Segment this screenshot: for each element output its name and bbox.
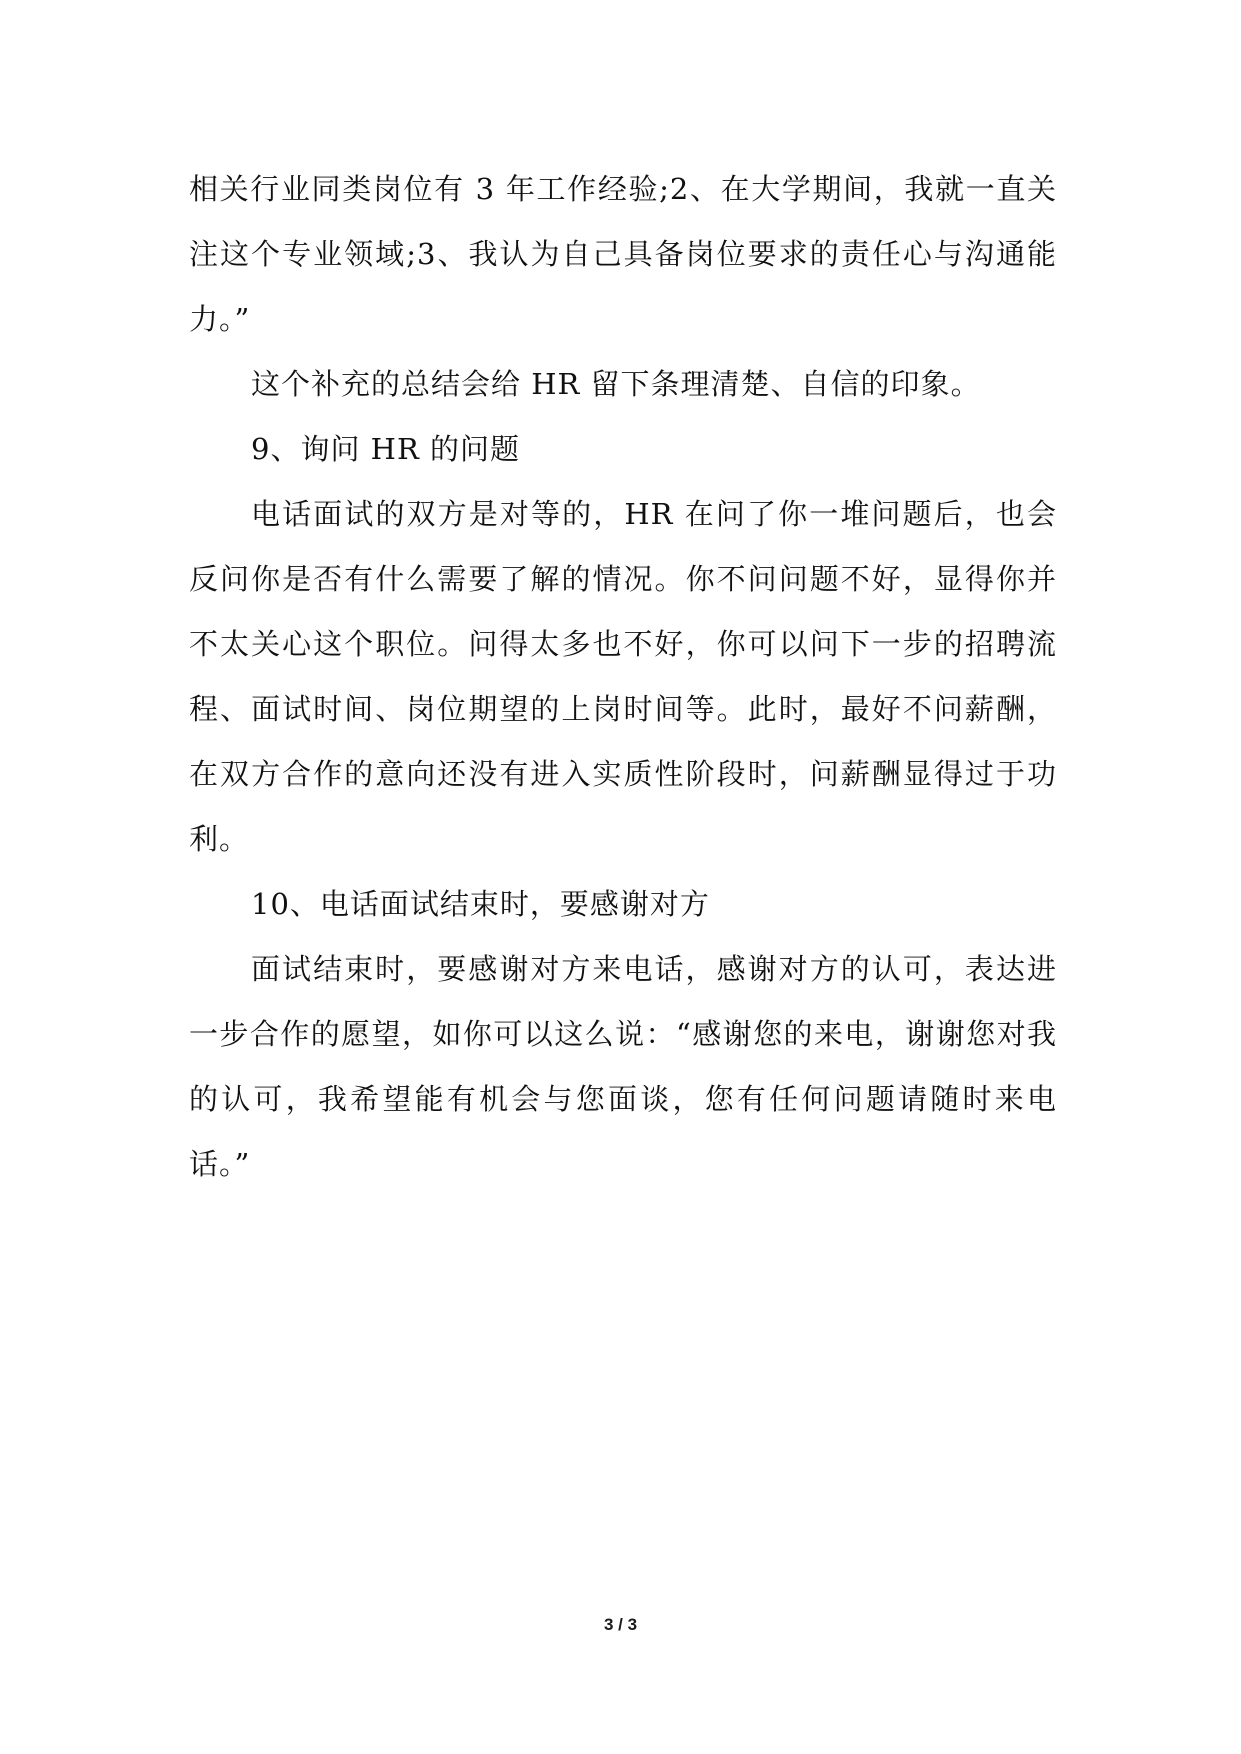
paragraph-thank-interviewer: 面试结束时，要感谢对方来电话，感谢对方的认可，表达进一步合作的愿望，如你可以这么说：“感谢您的来电，谢谢您对我的认可，我希望能有机会与您面谈，您有任何问题请随时来电话。” <box>189 952 1057 1181</box>
section-heading-9: 9、询问 HR 的问题 <box>251 432 521 466</box>
paragraph-summary-note: 这个补充的总结会给 HR 留下条理清楚、自信的印象。 <box>251 367 981 401</box>
page-number: 3 / 3 <box>603 1615 638 1634</box>
paragraph-continued-answer: 相关行业同类岗位有 3 年工作经验;2、在大学期间，我就一直关注这个专业领域;3、我认为自己具备岗位要求的责任心与沟通能力。” <box>189 172 1057 336</box>
section-heading-10: 10、电话面试结束时，要感谢对方 <box>251 887 710 921</box>
paragraph-ask-hr: 电话面试的双方是对等的，HR 在问了你一堆问题后，也会反问你是否有什么需要了解的情况。你不问问题不好，显得你并不太关心这个职位。问得太多也不好，你可以问下一步的招聘流程、面试时间、岗位期望的上岗时间等。此时，最好不问薪酬，在双方合作的意向还没有进入实质性阶段时，问薪酬显得过于功利。 <box>189 497 1057 856</box>
document-body <box>189 157 1057 1197</box>
